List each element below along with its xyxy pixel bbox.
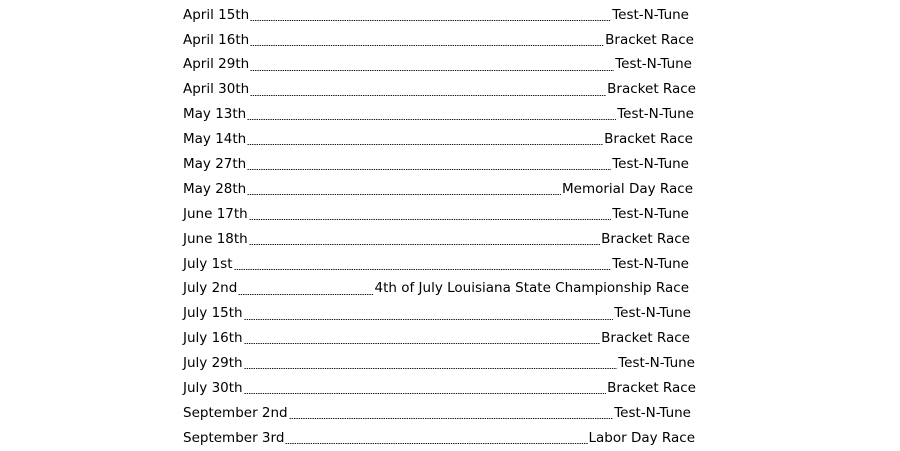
dot-leader: [250, 70, 614, 71]
schedule-date: May 14th: [183, 131, 247, 148]
schedule-row: [183, 376, 696, 401]
dot-leader: [289, 418, 614, 419]
dot-leader: [285, 443, 587, 444]
schedule-row: [183, 426, 695, 451]
schedule-date: April 30th: [183, 81, 250, 98]
dot-leader: [249, 219, 611, 220]
dot-leader: [244, 368, 618, 369]
schedule-row: [183, 3, 689, 28]
schedule-event: Bracket Race: [604, 131, 693, 148]
schedule-date: May 27th: [183, 156, 247, 173]
schedule-date: September 2nd: [183, 404, 288, 421]
race-schedule: [183, 3, 703, 451]
dot-leader: [234, 269, 612, 270]
dot-leader: [247, 169, 611, 170]
schedule-row: [183, 277, 689, 302]
schedule-event: Bracket Race: [601, 230, 690, 247]
schedule-date: June 17th: [183, 205, 248, 222]
schedule-date: May 28th: [183, 180, 247, 197]
schedule-date: July 30th: [183, 380, 243, 397]
schedule-row: [183, 127, 693, 152]
dot-leader: [244, 319, 614, 320]
schedule-date: July 29th: [183, 355, 243, 372]
schedule-date: September 3rd: [183, 429, 285, 446]
schedule-event: Bracket Race: [607, 380, 696, 397]
schedule-event: Bracket Race: [605, 31, 694, 48]
dot-leader: [250, 95, 606, 96]
schedule-row: [183, 202, 689, 227]
schedule-event: Test-N-Tune: [612, 6, 689, 23]
dot-leader: [247, 194, 561, 195]
schedule-event: Bracket Race: [601, 330, 690, 347]
schedule-row: [183, 351, 695, 376]
dot-leader: [250, 20, 611, 21]
schedule-row: [183, 177, 693, 202]
schedule-event: Test-N-Tune: [617, 106, 694, 123]
schedule-row: [183, 103, 694, 128]
schedule-row: [183, 302, 691, 327]
dot-leader: [247, 144, 603, 145]
schedule-row: [183, 327, 690, 352]
schedule-row: [183, 152, 689, 177]
dot-leader: [249, 244, 600, 245]
dot-leader: [247, 119, 616, 120]
schedule-event: Test-N-Tune: [612, 205, 689, 222]
schedule-event: Labor Day Race: [588, 429, 695, 446]
schedule-date: July 1st: [183, 255, 233, 272]
dot-leader: [250, 45, 604, 46]
schedule-date: July 2nd: [183, 280, 238, 297]
schedule-event: Test-N-Tune: [612, 156, 689, 173]
schedule-date: June 18th: [183, 230, 248, 247]
schedule-event: Test-N-Tune: [615, 56, 692, 73]
schedule-row: [183, 78, 696, 103]
schedule-event: Test-N-Tune: [612, 255, 689, 272]
schedule-row: [183, 28, 694, 53]
schedule-date: April 29th: [183, 56, 250, 73]
dot-leader: [244, 343, 601, 344]
schedule-date: May 13th: [183, 106, 247, 123]
schedule-date: July 16th: [183, 330, 243, 347]
dot-leader: [238, 294, 373, 295]
schedule-date: April 15th: [183, 6, 250, 23]
schedule-row: [183, 401, 691, 426]
schedule-event: Bracket Race: [607, 81, 696, 98]
schedule-event: Memorial Day Race: [561, 180, 693, 197]
schedule-event: Test-N-Tune: [618, 355, 695, 372]
schedule-row: [183, 53, 692, 78]
schedule-event: 4th of July Louisiana State Championship Race: [374, 280, 689, 297]
schedule-date: April 16th: [183, 31, 250, 48]
schedule-event: Test-N-Tune: [614, 404, 691, 421]
dot-leader: [244, 393, 607, 394]
schedule-date: July 15th: [183, 305, 243, 322]
schedule-row: [183, 227, 690, 252]
schedule-row: [183, 252, 689, 277]
schedule-event: Test-N-Tune: [614, 305, 691, 322]
